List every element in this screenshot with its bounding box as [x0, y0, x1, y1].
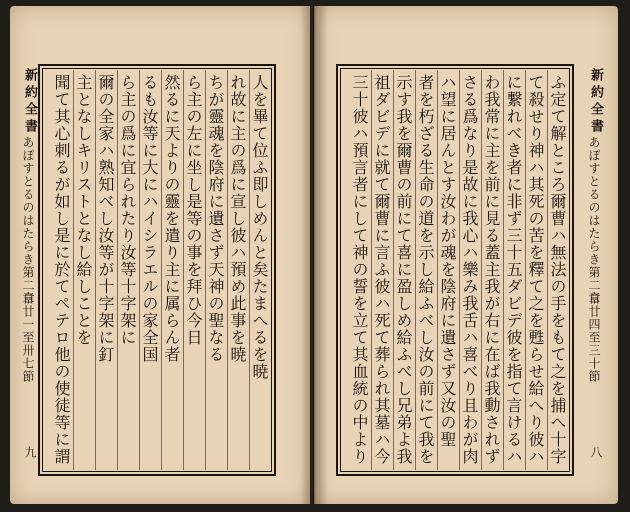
text-column: ふ定て解ところ爾曹ハ無法の手をもて之を捕へ十字: [547, 70, 569, 470]
text-column: 者を朽ざる生命の道を示し給ふべし汝の前にて我を: [415, 70, 437, 470]
left-verse-range: 自廿一至卅七節: [21, 292, 35, 383]
right-running-title: 新約全書: [588, 68, 603, 136]
left-running-title: 新約全書: [22, 68, 37, 136]
text-column: て殺せり神ハ其死の苦を釋て之を甦らせ給へり彼ハ: [525, 70, 547, 470]
text-column: さる爲なり是故に我心ハ樂み我舌ハ喜べり且わが肉: [459, 70, 481, 470]
right-page: [314, 6, 618, 504]
text-column: ちが靈魂を陰府に遺さず天神の聖なる: [205, 70, 227, 470]
text-column: るも汝等に大にハイシラエルの家全国: [139, 70, 161, 470]
left-text-frame: [38, 64, 276, 476]
right-verse-range: 自廿四至三十節: [587, 292, 601, 383]
text-column: 主となしキリストとなし給しことを: [73, 70, 95, 470]
text-column: ら主の爲に宜られたり汝等十字架に: [117, 70, 139, 470]
text-column: に繋れべき者に非ず三十五ダビデ彼を指て言けるハ: [503, 70, 525, 470]
text-column: れ故に主の爲に宣し彼ハ預め此事を暁: [227, 70, 249, 470]
text-column: ハ望に居んとす汝わが魂を陰府に遺さず又汝の聖: [437, 70, 459, 470]
right-chapter-heading: あぽすとるのはたらき第二章: [587, 136, 601, 305]
text-column: 人を畢て位ふ即しめんと矣たまへるを暁: [249, 70, 271, 470]
text-column: 然るに天よりの靈を遣り主に属らん者: [161, 70, 183, 470]
text-column: わ我常に主を前に見る蓋主我が右に在ば我動されず: [481, 70, 503, 470]
text-column: 爾の全家ハ熟知べし汝等が十字架に釘: [95, 70, 117, 470]
text-column: 示す我を爾曹の前にて喜に盈しめ給ふべし兄弟よ我: [393, 70, 415, 470]
text-column: 聞て其心刺るが如し是に於てペテロ他の使徒等に謂: [52, 74, 71, 465]
text-column: 三十彼ハ預言者にして神の誓を立て其血統の中より: [350, 74, 369, 465]
right-text-frame: [336, 64, 574, 476]
left-page-number: 九: [23, 446, 37, 458]
left-chapter-heading: あぽすとるのはたらき第二章: [21, 136, 35, 305]
text-column: 祖ダビデに就て爾曹に言ふ彼ハ死て葬られ其墓ハ今: [371, 70, 393, 470]
left-page: [10, 6, 310, 504]
right-page-number: 八: [589, 446, 603, 458]
text-column: ら主の左に坐し是等の事を拜ひ今日: [183, 70, 205, 470]
